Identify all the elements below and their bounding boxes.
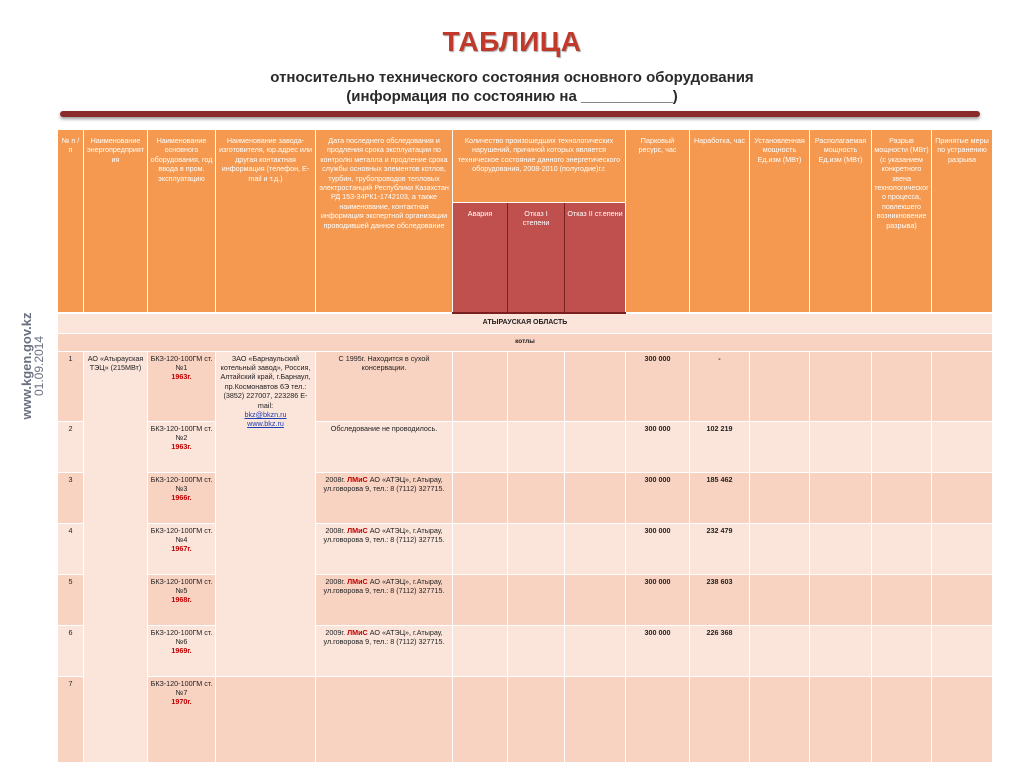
row-num: 1: [58, 351, 84, 421]
site-url: www.kgen.gov.kz: [19, 312, 34, 420]
subtitle-line-2: (информация по состоянию на ___________): [346, 88, 678, 105]
title-divider: [60, 111, 980, 117]
side-date: 01.09.2014: [32, 335, 46, 397]
manufacturer-email-link[interactable]: bkz@bkzn.ru: [244, 409, 287, 419]
manufacturer-cell: ЗАО «Барнаульский котельный завод», Россия, Алтайский край, г.Барнаул, пр.Космонавтов 6Э тел.: (3852) 227007, 223286 E-mail: bkz@bkzn.ru www.bkz.ru: [216, 351, 316, 676]
resource-cell: 300 000: [626, 625, 690, 676]
col-header-failure-2: Отказ II ст.епени: [565, 203, 626, 313]
operating-cell: 238 603: [690, 574, 750, 625]
table-row: [58, 676, 993, 762]
inspection-cell: 2008г. ЛМиС АО «АТЭЦ», г.Атырау, ул.говорова 9, тел.: 8 (7112) 327715.: [316, 472, 453, 523]
equipment-cell: БКЗ-120-100ГМ ст.№7 1970г.: [148, 676, 216, 762]
resource-cell: 300 000: [626, 421, 690, 472]
operating-cell: [690, 676, 750, 762]
row-num: 2: [58, 421, 84, 472]
inspection-cell: 2008г. ЛМиС АО «АТЭЦ», г.Атырау, ул.говорова 9, тел.: 8 (7112) 327715.: [316, 523, 453, 574]
equipment-cell: БКЗ-120-100ГМ ст.№2 1963г.: [148, 421, 216, 472]
table-row: [58, 625, 993, 676]
col-header-num: № п / п: [58, 130, 84, 313]
table-row: [58, 523, 993, 574]
col-header-inspection: Дата последнего обследования и продления срока эксплуатации по контролю металла и продление срока службы основных элементов котлов, турбин, трубопроводов тепловых электростанций Республики Казахстан РД 153-34РК1-1742103, а также наименование, контактная информация экспертной организации проводившей данное обследование: [316, 130, 453, 313]
equipment-cell: БКЗ-120-100ГМ ст.№4 1967г.: [148, 523, 216, 574]
col-header-installed: Установленная мощность Ед.изм (МВт): [750, 130, 810, 313]
enterprise-cell: АО «Атырауская ТЭЦ» (215МВт): [84, 351, 148, 762]
manufacturer-web-link[interactable]: www.bkz.ru: [247, 419, 284, 429]
inspection-cell: Обследование не проводилось.: [316, 421, 453, 472]
table-row: [58, 574, 993, 625]
resource-cell: 300 000: [626, 472, 690, 523]
region-row: АТЫРАУСКАЯ ОБЛАСТЬ: [58, 313, 993, 334]
col-header-violations: Количество произошедших технологических нарушений, причиной которых является техническое состояние данного энергетического оборудования, 2008-2010 (полугодие)г.г.: [453, 130, 626, 203]
col-header-equipment: Наименование основного оборудования, год ввода в пром. эксплуатацию: [148, 130, 216, 313]
equipment-cell: БКЗ-120-100ГМ ст.№5 1968г.: [148, 574, 216, 625]
inspection-cell: [316, 676, 453, 762]
col-header-operating: Наработка, час: [690, 130, 750, 313]
equipment-cell: БКЗ-120-100ГМ ст.№3 1966г.: [148, 472, 216, 523]
operating-cell: 185 462: [690, 472, 750, 523]
col-header-gap: Разрыв мощности (МВт) (с указанием конкретного звена технологического процесса, повлекшего возникновение разрыва): [872, 130, 932, 313]
col-header-manufacturer: Наименование завода-изготовителя, юр.адрес или другая контактная информация (телефон, E-mail и т.д.): [216, 130, 316, 313]
table-row: [58, 421, 993, 472]
col-header-available: Располагаемая мощность Ед.изм (МВт): [810, 130, 872, 313]
table-row: [58, 351, 993, 421]
subsection-row: котлы: [58, 333, 993, 351]
resource-cell: 300 000: [626, 351, 690, 421]
inspection-cell: 2008г. ЛМиС АО «АТЭЦ», г.Атырау, ул.говорова 9, тел.: 8 (7112) 327715.: [316, 574, 453, 625]
operating-cell: -: [690, 351, 750, 421]
operating-cell: 102 219: [690, 421, 750, 472]
resource-cell: [626, 676, 690, 762]
operating-cell: 226 368: [690, 625, 750, 676]
page-subtitle: [0, 68, 1024, 106]
operating-cell: 232 479: [690, 523, 750, 574]
col-header-accident: Авария: [453, 203, 508, 313]
inspection-cell: 2009г. ЛМиС АО «АТЭЦ», г.Атырау, ул.говорова 9, тел.: 8 (7112) 327715.: [316, 625, 453, 676]
row-num: 3: [58, 472, 84, 523]
col-header-failure-1: Отказ I степени: [508, 203, 565, 313]
side-caption: [18, 313, 48, 423]
inspection-cell: С 1995г. Находится в сухой консервации.: [316, 351, 453, 421]
col-header-measures: Принятые меры по устранению разрыва: [932, 130, 993, 313]
col-header-enterprise: Наименование энергопредприятия: [84, 130, 148, 313]
row-num: 5: [58, 574, 84, 625]
row-num: 7: [58, 676, 84, 762]
resource-cell: 300 000: [626, 523, 690, 574]
resource-cell: 300 000: [626, 574, 690, 625]
row-num: 6: [58, 625, 84, 676]
equipment-cell: БКЗ-120-100ГМ ст.№1 1963г.: [148, 351, 216, 421]
col-header-resource: Парковый ресурс, час: [626, 130, 690, 313]
table-row: [58, 472, 993, 523]
equipment-cell: БКЗ-120-100ГМ ст.№6 1969г.: [148, 625, 216, 676]
page-title: ТАБЛИЦА: [442, 26, 582, 57]
row-num: 4: [58, 523, 84, 574]
subtitle-line-1: относительно технического состояния основного оборудования: [270, 69, 754, 86]
equipment-table: [57, 129, 993, 763]
